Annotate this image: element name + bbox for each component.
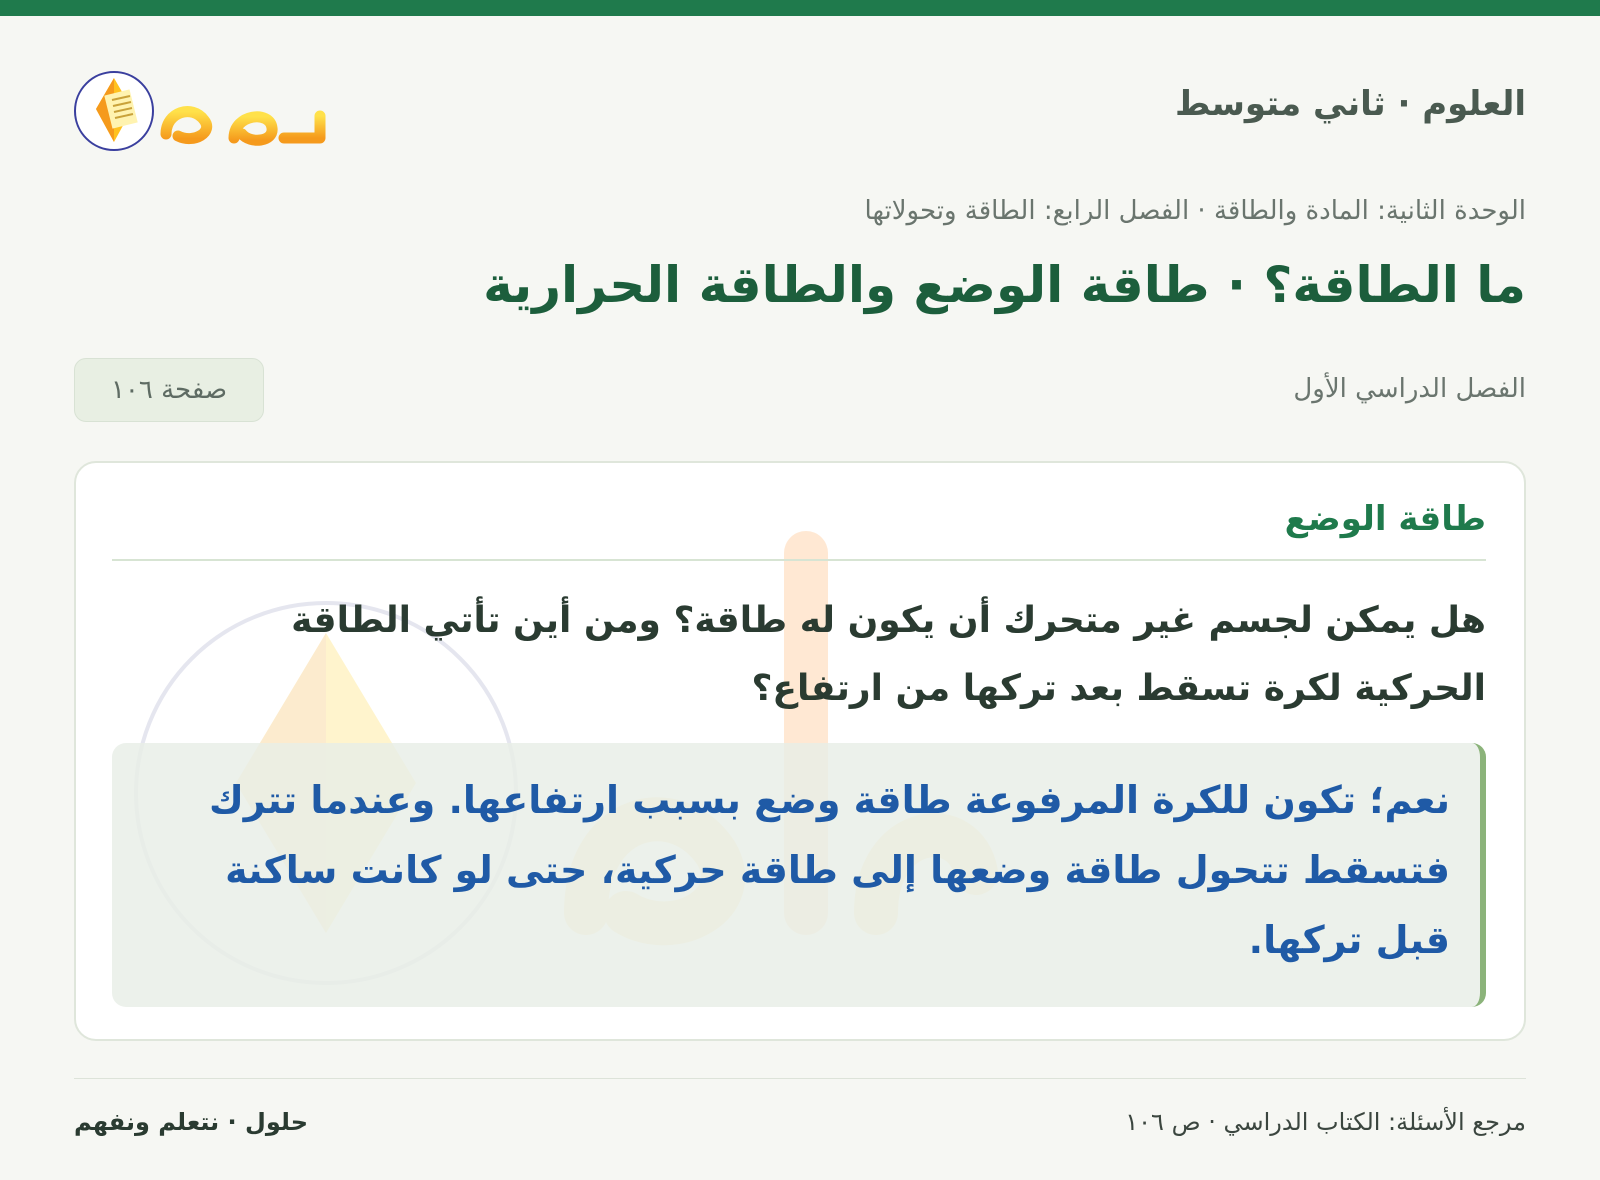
question-text: هل يمكن لجسم غير متحرك أن يكون له طاقة؟ ومن أين تأتي الطاقة الحركية لكرة تسقط بعد تركها من ارتفاع؟ [291, 600, 1486, 709]
brand-logo-icon [74, 54, 334, 158]
footer-brand: حلول · نتعلم ونفهم [74, 1108, 308, 1136]
top-accent-bar [0, 0, 1600, 16]
page-number-badge: صفحة ١٠٦ [74, 358, 264, 422]
section-heading: طاقة الوضع [1284, 499, 1486, 539]
page-header [74, 54, 1526, 158]
question-card [74, 461, 1526, 1041]
footer-divider [74, 1078, 1526, 1079]
section-divider [112, 559, 1486, 561]
answer-box [112, 743, 1486, 1007]
page-title: ما الطاقة؟ · طاقة الوضع والطاقة الحرارية [483, 256, 1526, 314]
answer-text: نعم؛ تكون للكرة المرفوعة طاقة وضع بسبب ارتفاعها. وعندما تترك فتسقط تتحول طاقة وضعها إلى طاقة حركية، حتى لو كانت ساكنة قبل تركها. [208, 778, 1450, 962]
breadcrumb: الوحدة الثانية: المادة والطاقة · الفصل الرابع: الطاقة وتحولاتها [864, 196, 1526, 226]
brand-logo[interactable] [74, 54, 334, 158]
subject-title: العلوم · ثاني متوسط [1175, 84, 1526, 124]
footer-reference: مرجع الأسئلة: الكتاب الدراسي · ص ١٠٦ [1125, 1108, 1526, 1136]
semester-label: الفصل الدراسي الأول [1293, 374, 1526, 404]
